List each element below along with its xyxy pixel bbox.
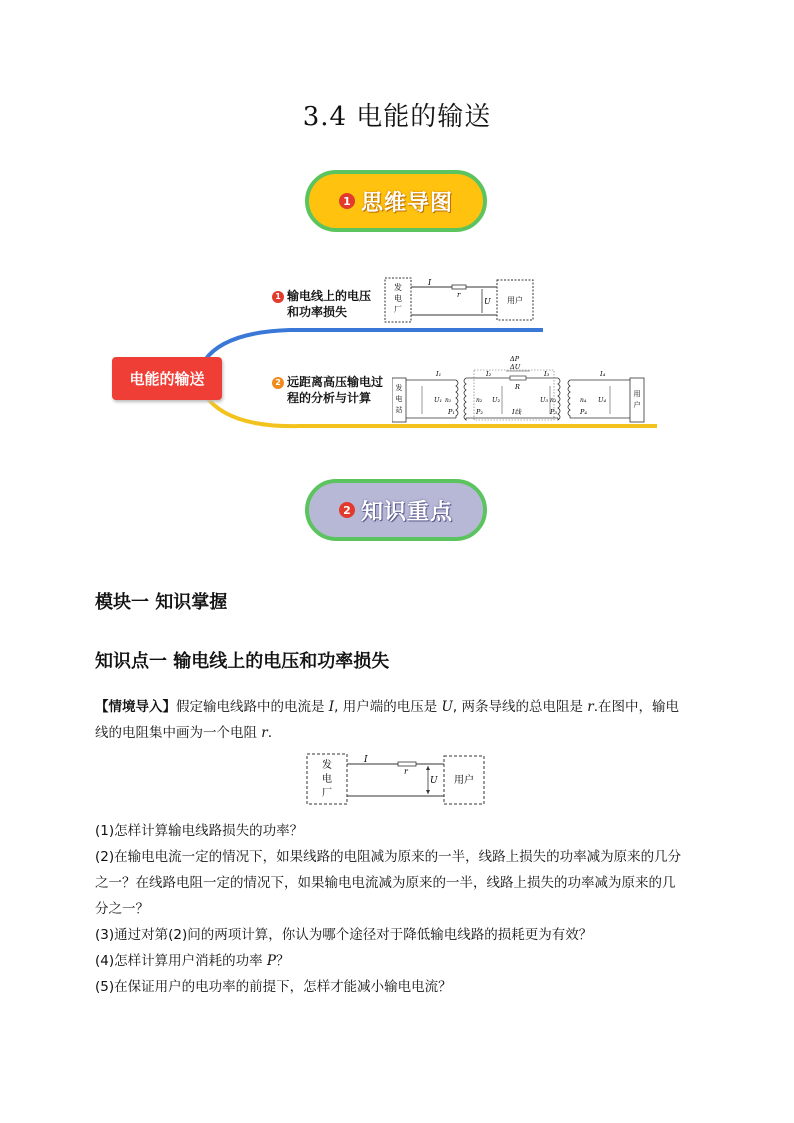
user-label-2: 户 xyxy=(633,401,641,409)
power-plant-label-3: 厂 xyxy=(322,788,332,799)
intro-line-2 xyxy=(95,720,703,746)
section-label: 知识重点 xyxy=(360,499,453,525)
section-badge-key-points xyxy=(305,479,487,541)
label-U1: U₁ xyxy=(434,396,443,404)
label-I2: I₂ xyxy=(486,370,492,378)
question-2-line-3: 分之一？ xyxy=(95,901,149,917)
label-dU: ΔU xyxy=(510,363,521,371)
intro-text: , 用户端的电压是 xyxy=(334,699,442,715)
section-number-badge: 2 xyxy=(339,502,355,518)
label-R: R xyxy=(515,383,520,391)
user-label: 用户 xyxy=(507,296,523,305)
label-P3: P₃ xyxy=(550,408,557,416)
transformer-1-secondary xyxy=(464,378,466,420)
var-r: r xyxy=(587,699,594,715)
power-plant-label-2: 电 xyxy=(394,294,402,303)
question-2-line-2: 之一？在线路电阻一定的情况下，如果输电电流减为原来的一半，线路上损失的功率减为原来的几 xyxy=(95,875,676,891)
label-P1: P₁ xyxy=(448,408,455,416)
intro-text: 假定输电线路中的电流是 xyxy=(176,699,329,715)
label-n1: n₁ xyxy=(445,397,452,404)
question-text: (4)怎样计算用户消耗的功率 xyxy=(95,953,267,969)
label-dP: ΔP xyxy=(510,356,520,363)
resistor-label: r xyxy=(404,767,408,776)
power-plant-label-1: 发 xyxy=(322,760,332,771)
current-label: I xyxy=(364,755,368,765)
label-n2: n₂ xyxy=(476,397,483,404)
resistor-label: r xyxy=(457,291,461,299)
intro-text: , 两条导线的总电阻是 xyxy=(452,699,588,715)
intro-paragraph xyxy=(95,694,703,746)
var-U: U xyxy=(441,699,453,715)
label-U2: U₂ xyxy=(492,396,501,404)
section-number-badge: 1 xyxy=(339,193,355,209)
module-heading: 模块一 知识掌握 xyxy=(95,592,228,613)
power-station-label-3: 站 xyxy=(395,406,403,414)
transformer-2-primary xyxy=(558,378,560,420)
question-3: (3)通过对第(2)问的两项计算，你认为哪个途径对于降低输电线路的损耗更为有效？ xyxy=(95,927,593,943)
question-2-line-1: (2)在输电电流一定的情况下，如果线路的电阻减为原来的一半，线路上损失的功率减为原来的几分 xyxy=(95,849,682,865)
power-plant-label-1: 发 xyxy=(394,283,402,292)
question-1: (1)怎样计算输电线路损失的功率？ xyxy=(95,823,304,839)
intro-tag: 【情境导入】 xyxy=(95,699,176,715)
branch-label-line2: 程的分析与计算 xyxy=(287,391,372,405)
user-box xyxy=(630,378,644,422)
label-n3: n₃ xyxy=(550,397,557,404)
var-I: I xyxy=(328,699,335,715)
branch-number-badge: 2 xyxy=(272,377,284,389)
label-I1: I₁ xyxy=(436,370,442,378)
label-P2: P₂ xyxy=(476,408,483,416)
line-resistor xyxy=(510,376,526,380)
var-r: r xyxy=(261,725,268,741)
mindmap-branch-1 xyxy=(272,288,371,320)
branch-number-badge: 1 xyxy=(272,291,284,303)
intro-text: . xyxy=(267,725,273,741)
circuit-diagram-small xyxy=(384,276,534,324)
power-plant-label-2: 电 xyxy=(322,774,332,785)
label-U4: U₄ xyxy=(598,396,607,404)
transmission-diagram xyxy=(392,356,646,424)
user-label: 用户 xyxy=(454,775,474,786)
question-text: ？ xyxy=(276,953,290,969)
transformer-1-primary xyxy=(456,380,458,418)
branch-label-line2: 和功率损失 xyxy=(287,305,348,319)
intro-text: .在图中，输电 xyxy=(593,699,680,715)
var-P: P xyxy=(266,953,277,969)
transformer-2-secondary xyxy=(568,380,570,418)
page-title: 3.4 电能的输送 xyxy=(302,102,492,132)
voltage-label: U xyxy=(484,297,491,306)
current-label: I xyxy=(428,278,432,287)
branch-label-line1: 远距离高压输电过 xyxy=(287,375,384,389)
label-I4: I₄ xyxy=(600,370,606,378)
voltage-label: U xyxy=(430,776,438,786)
label-n4: n₄ xyxy=(580,397,587,404)
power-station-label-2: 电 xyxy=(395,395,403,403)
power-plant-label-3: 厂 xyxy=(394,305,402,314)
circuit-figure xyxy=(306,752,486,806)
label-P4: P₄ xyxy=(580,408,587,416)
power-station-label-1: 发 xyxy=(395,384,403,392)
section-label: 思维导图 xyxy=(360,190,453,216)
intro-line-1 xyxy=(95,694,703,720)
label-I3: I₃ xyxy=(544,370,550,378)
label-U3: U₃ xyxy=(540,396,549,404)
resistor xyxy=(452,285,466,289)
question-4 xyxy=(95,948,703,974)
user-label-1: 用 xyxy=(633,390,641,398)
resistor xyxy=(398,762,416,766)
questions xyxy=(95,818,703,1000)
mindmap-branch-2 xyxy=(272,374,383,406)
mindmap-root: 电能的输送 xyxy=(112,357,222,400)
question-5: (5)在保证用户的电功率的前提下，怎样才能减小输电电流？ xyxy=(95,979,452,995)
label-Iline: I线 xyxy=(512,408,522,416)
branch-label-line1: 输电线上的电压 xyxy=(287,289,372,303)
knowledge-point-heading: 知识点一 输电线上的电压和功率损失 xyxy=(95,651,390,672)
intro-text: 线的电阻集中画为一个电阻 xyxy=(95,725,262,741)
